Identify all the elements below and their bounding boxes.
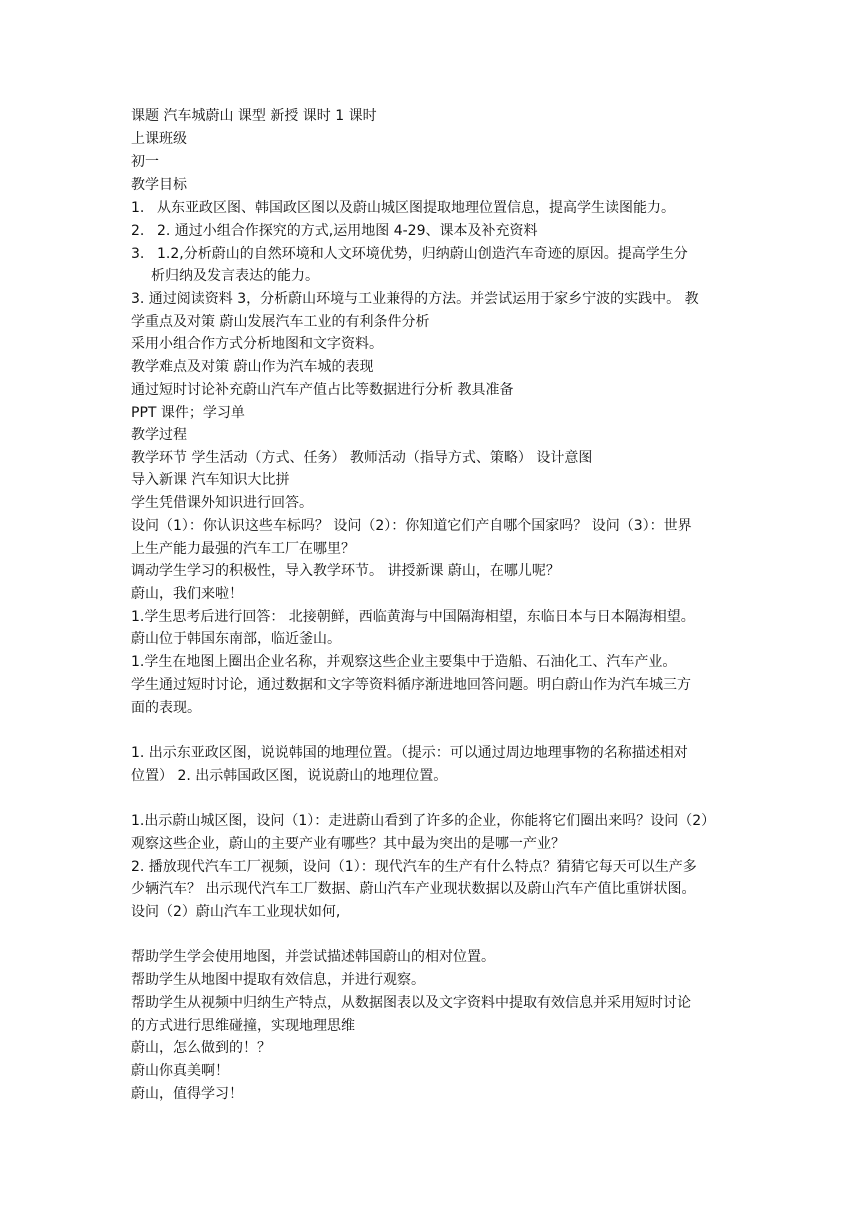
- process-heading: 教学过程: [131, 427, 187, 443]
- goals-heading: 教学目标: [131, 177, 187, 193]
- paragraph-line: 设问（2）蔚山汽车工业现状如何,: [131, 904, 341, 920]
- paragraph-line: 的方式进行思维碰撞，实现地理思维: [131, 1018, 355, 1034]
- paragraph-line: 观察这些企业，蔚山的主要产业有哪些？其中最为突出的是哪一产业？: [131, 836, 565, 852]
- paragraph-line: 导入新课 汽车知识大比拼: [131, 472, 290, 488]
- lesson-title-line: 课题 汽车城蔚山 课型 新授 课时 1 课时: [131, 108, 377, 124]
- paragraph-line: 蔚山，我们来啦！: [131, 586, 243, 602]
- paragraph-line: 位置） 2. 出示韩国政区图，说说蔚山的地理位置。: [131, 768, 448, 784]
- paragraph-line: 通过短时讨论补充蔚山汽车产值占比等数据进行分析 教具准备: [131, 382, 514, 398]
- paragraph-line: 蔚山你真美啊！: [131, 1063, 229, 1079]
- paragraph-line: 1.出示蔚山城区图，设问（1）：走进蔚山看到了许多的企业，你能将它们圈出来吗？设问（2）: [131, 813, 716, 829]
- paragraph-line: 1.学生在地图上圈出企业名称，并观察这些企业主要集中于造船、石油化工、汽车产业。: [131, 654, 677, 670]
- grade-text: 初一: [131, 154, 159, 170]
- goal-number-1: 1.: [131, 200, 145, 216]
- goal-item-3: [131, 243, 688, 265]
- paragraph-line: 设问（1）：你认识这些车标吗？ 设问（2）：你知道它们产自哪个国家吗？ 设问（3）：世界: [131, 518, 692, 534]
- paragraph-line: 帮助学生学会使用地图，并尝试描述韩国蔚山的相对位置。: [131, 949, 495, 965]
- paragraph-line: 帮助学生从地图中提取有效信息，并进行观察。: [131, 972, 425, 988]
- paragraph-line: 教学难点及对策 蔚山作为汽车城的表现: [131, 359, 374, 375]
- paragraph-line: 帮助学生从视频中归纳生产特点，从数据图表以及文字资料中提取有效信息并采用短时讨论: [131, 995, 691, 1011]
- paragraph-line: PPT 课件；学习单: [131, 405, 245, 421]
- goal-text-3: 1.2,分析蔚山的自然环境和人文环境优势，归纳蔚山创造汽车奇迹的原因。提高学生分: [157, 246, 688, 262]
- paragraph-line: 蔚山，怎么做到的！？: [131, 1040, 271, 1056]
- paragraph-line: 1. 出示东亚政区图，说说韩国的地理位置。（提示：可以通过周边地理事物的名称描述相对: [131, 745, 688, 761]
- paragraph-line: 蔚山位于韩国东南部，临近釜山。: [131, 631, 341, 647]
- goal-item-1: [131, 197, 675, 219]
- paragraph-line: 3. 通过阅读资料 3，分析蔚山环境与工业兼得的方法。并尝试运用于家乡宁波的实践中。 教: [131, 291, 699, 307]
- goal-number-2: 2.: [131, 223, 145, 239]
- paragraph-line: 1.学生思考后进行回答： 北接朝鲜，西临黄海与中国隔海相望，东临日本与日本隔海相望。: [131, 609, 695, 625]
- goal-text-3-cont: 析归纳及发言表达的能力。: [151, 268, 319, 284]
- goal-number-3: 3.: [131, 246, 145, 262]
- paragraph-line: 调动学生学习的积极性，导入教学环节。 讲授新课 蔚山，在哪儿呢？: [131, 563, 560, 579]
- paragraph-line: 蔚山，值得学习！: [131, 1086, 243, 1102]
- paragraph-line: 采用小组合作方式分析地图和文字资料。: [131, 336, 383, 352]
- paragraph-line: 上生产能力最强的汽车工厂在哪里？: [131, 541, 355, 557]
- goal-text-2: 2. 通过小组合作探究的方式,运用地图 4-29、课本及补充资料: [157, 223, 538, 239]
- paragraph-line: 学生通过短时讨论，通过数据和文字等资料循序渐进地回答问题。明白蔚山作为汽车城三方: [131, 677, 691, 693]
- class-label: 上课班级: [131, 131, 187, 147]
- paragraph-line: 学重点及对策 蔚山发展汽车工业的有利条件分析: [131, 314, 430, 330]
- paragraph-line: 面的表现。: [131, 700, 201, 716]
- paragraph-line: 少辆汽车？ 出示现代汽车工厂数据、蔚山汽车产业现状数据以及蔚山汽车产值比重饼状图。: [131, 881, 696, 897]
- goal-text-1: 从东亚政区图、韩国政区图以及蔚山城区图提取地理位置信息，提高学生读图能力。: [157, 200, 675, 216]
- goal-item-2: [131, 220, 537, 242]
- paragraph-line: 教学环节 学生活动（方式、任务） 教师活动（指导方式、策略） 设计意图: [131, 450, 593, 466]
- paragraph-line: 学生凭借课外知识进行回答。: [131, 495, 313, 511]
- paragraph-line: 2. 播放现代汽车工厂视频，设问（1）：现代汽车的生产有什么特点？猜猜它每天可以生产多: [131, 859, 697, 875]
